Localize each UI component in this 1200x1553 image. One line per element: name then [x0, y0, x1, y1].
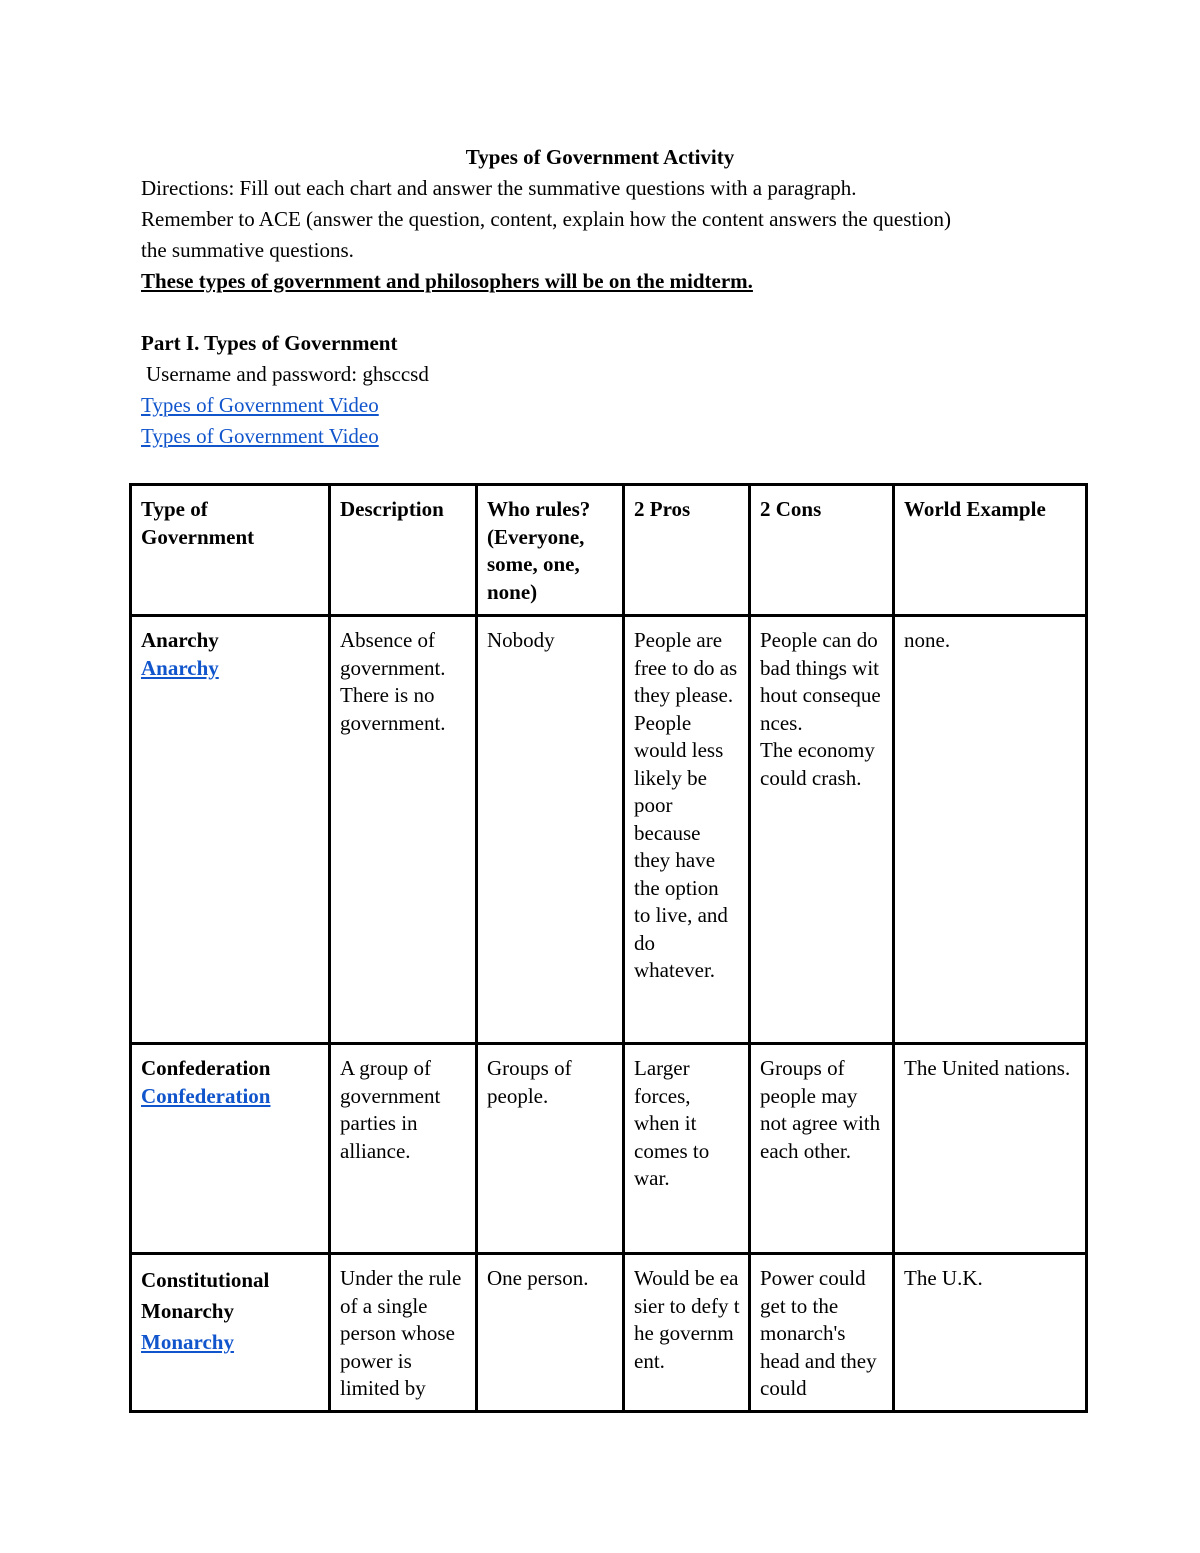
cell-example: The U.K. — [894, 1254, 1087, 1412]
midterm-note: These types of government and philosophers will be on the midterm. — [141, 269, 753, 293]
cell-who-rules: Groups of people. — [477, 1044, 624, 1254]
cell-description: Absence of government. There is no government. — [330, 616, 477, 1044]
row-name: Anarchy — [141, 628, 219, 652]
cell-example: none. — [894, 616, 1087, 1044]
header-example: World Example — [894, 485, 1087, 616]
part-heading: Part I. Types of Government — [141, 331, 398, 355]
con-1: Groups of people may not agree with each other. — [760, 1056, 881, 1163]
row-name: Confederation — [141, 1056, 271, 1080]
directions-line-2: Remember to ACE (answer the question, content, explain how the content answers the question) — [141, 207, 952, 231]
cell-pros — [624, 1044, 750, 1254]
header-description: Description — [330, 485, 477, 616]
cell-description: A group of government parties in alliance. — [330, 1044, 477, 1254]
header-pros: 2 Pros — [624, 485, 750, 616]
pro-2: People would less likely be poor because they have the option to live, and do whatever. — [634, 710, 728, 982]
row-link[interactable]: Confederation — [141, 1083, 271, 1108]
table-header-row — [131, 485, 1087, 616]
cell-who-rules: One person. — [477, 1254, 624, 1412]
video-link-2[interactable]: Types of Government Video — [141, 424, 379, 448]
pro-1: Would be easier to defy the government. — [634, 1266, 740, 1373]
video-link-1[interactable]: Types of Government Video — [141, 393, 379, 417]
credentials-text: Username and password: ghsccsd — [146, 362, 429, 386]
directions-line-3: the summative questions. — [141, 238, 354, 262]
cell-example: The United nations. — [894, 1044, 1087, 1254]
row-name: Constitutional Monarchy — [141, 1268, 270, 1323]
row-link[interactable]: Anarchy — [141, 655, 219, 680]
cell-who-rules: Nobody — [477, 616, 624, 1044]
cell-description: Under the rule of a single person whose power is limited by — [330, 1254, 477, 1412]
cell-cons — [750, 616, 894, 1044]
cell-cons — [750, 1254, 894, 1412]
header-cons: 2 Cons — [750, 485, 894, 616]
cell-pros — [624, 1254, 750, 1412]
header-who-rules: Who rules? (Everyone, some, one, none) — [477, 485, 624, 616]
cell-type — [131, 616, 330, 1044]
con-1: Power could get to the monarch's head and they could — [760, 1266, 877, 1400]
table-row — [131, 616, 1087, 1044]
row-link[interactable]: Monarchy — [141, 1330, 234, 1354]
cell-type — [131, 1254, 330, 1412]
document-title: Types of Government Activity — [465, 145, 735, 169]
table-row — [131, 1044, 1087, 1254]
directions-line-1: Directions: Fill out each chart and answer the summative questions with a paragraph. — [141, 176, 857, 200]
cell-type — [131, 1044, 330, 1254]
government-types-table — [129, 483, 1088, 1413]
cell-cons — [750, 1044, 894, 1254]
table-row — [131, 1254, 1087, 1412]
con-1: People can do bad things without consequences. — [760, 628, 881, 735]
cell-pros — [624, 616, 750, 1044]
con-2: The economy could crash. — [760, 738, 875, 790]
header-type: Type of Government — [131, 485, 330, 616]
pro-1: People are free to do as they please. — [634, 628, 738, 707]
pro-1: Larger forces, when it comes to war. — [634, 1056, 710, 1190]
